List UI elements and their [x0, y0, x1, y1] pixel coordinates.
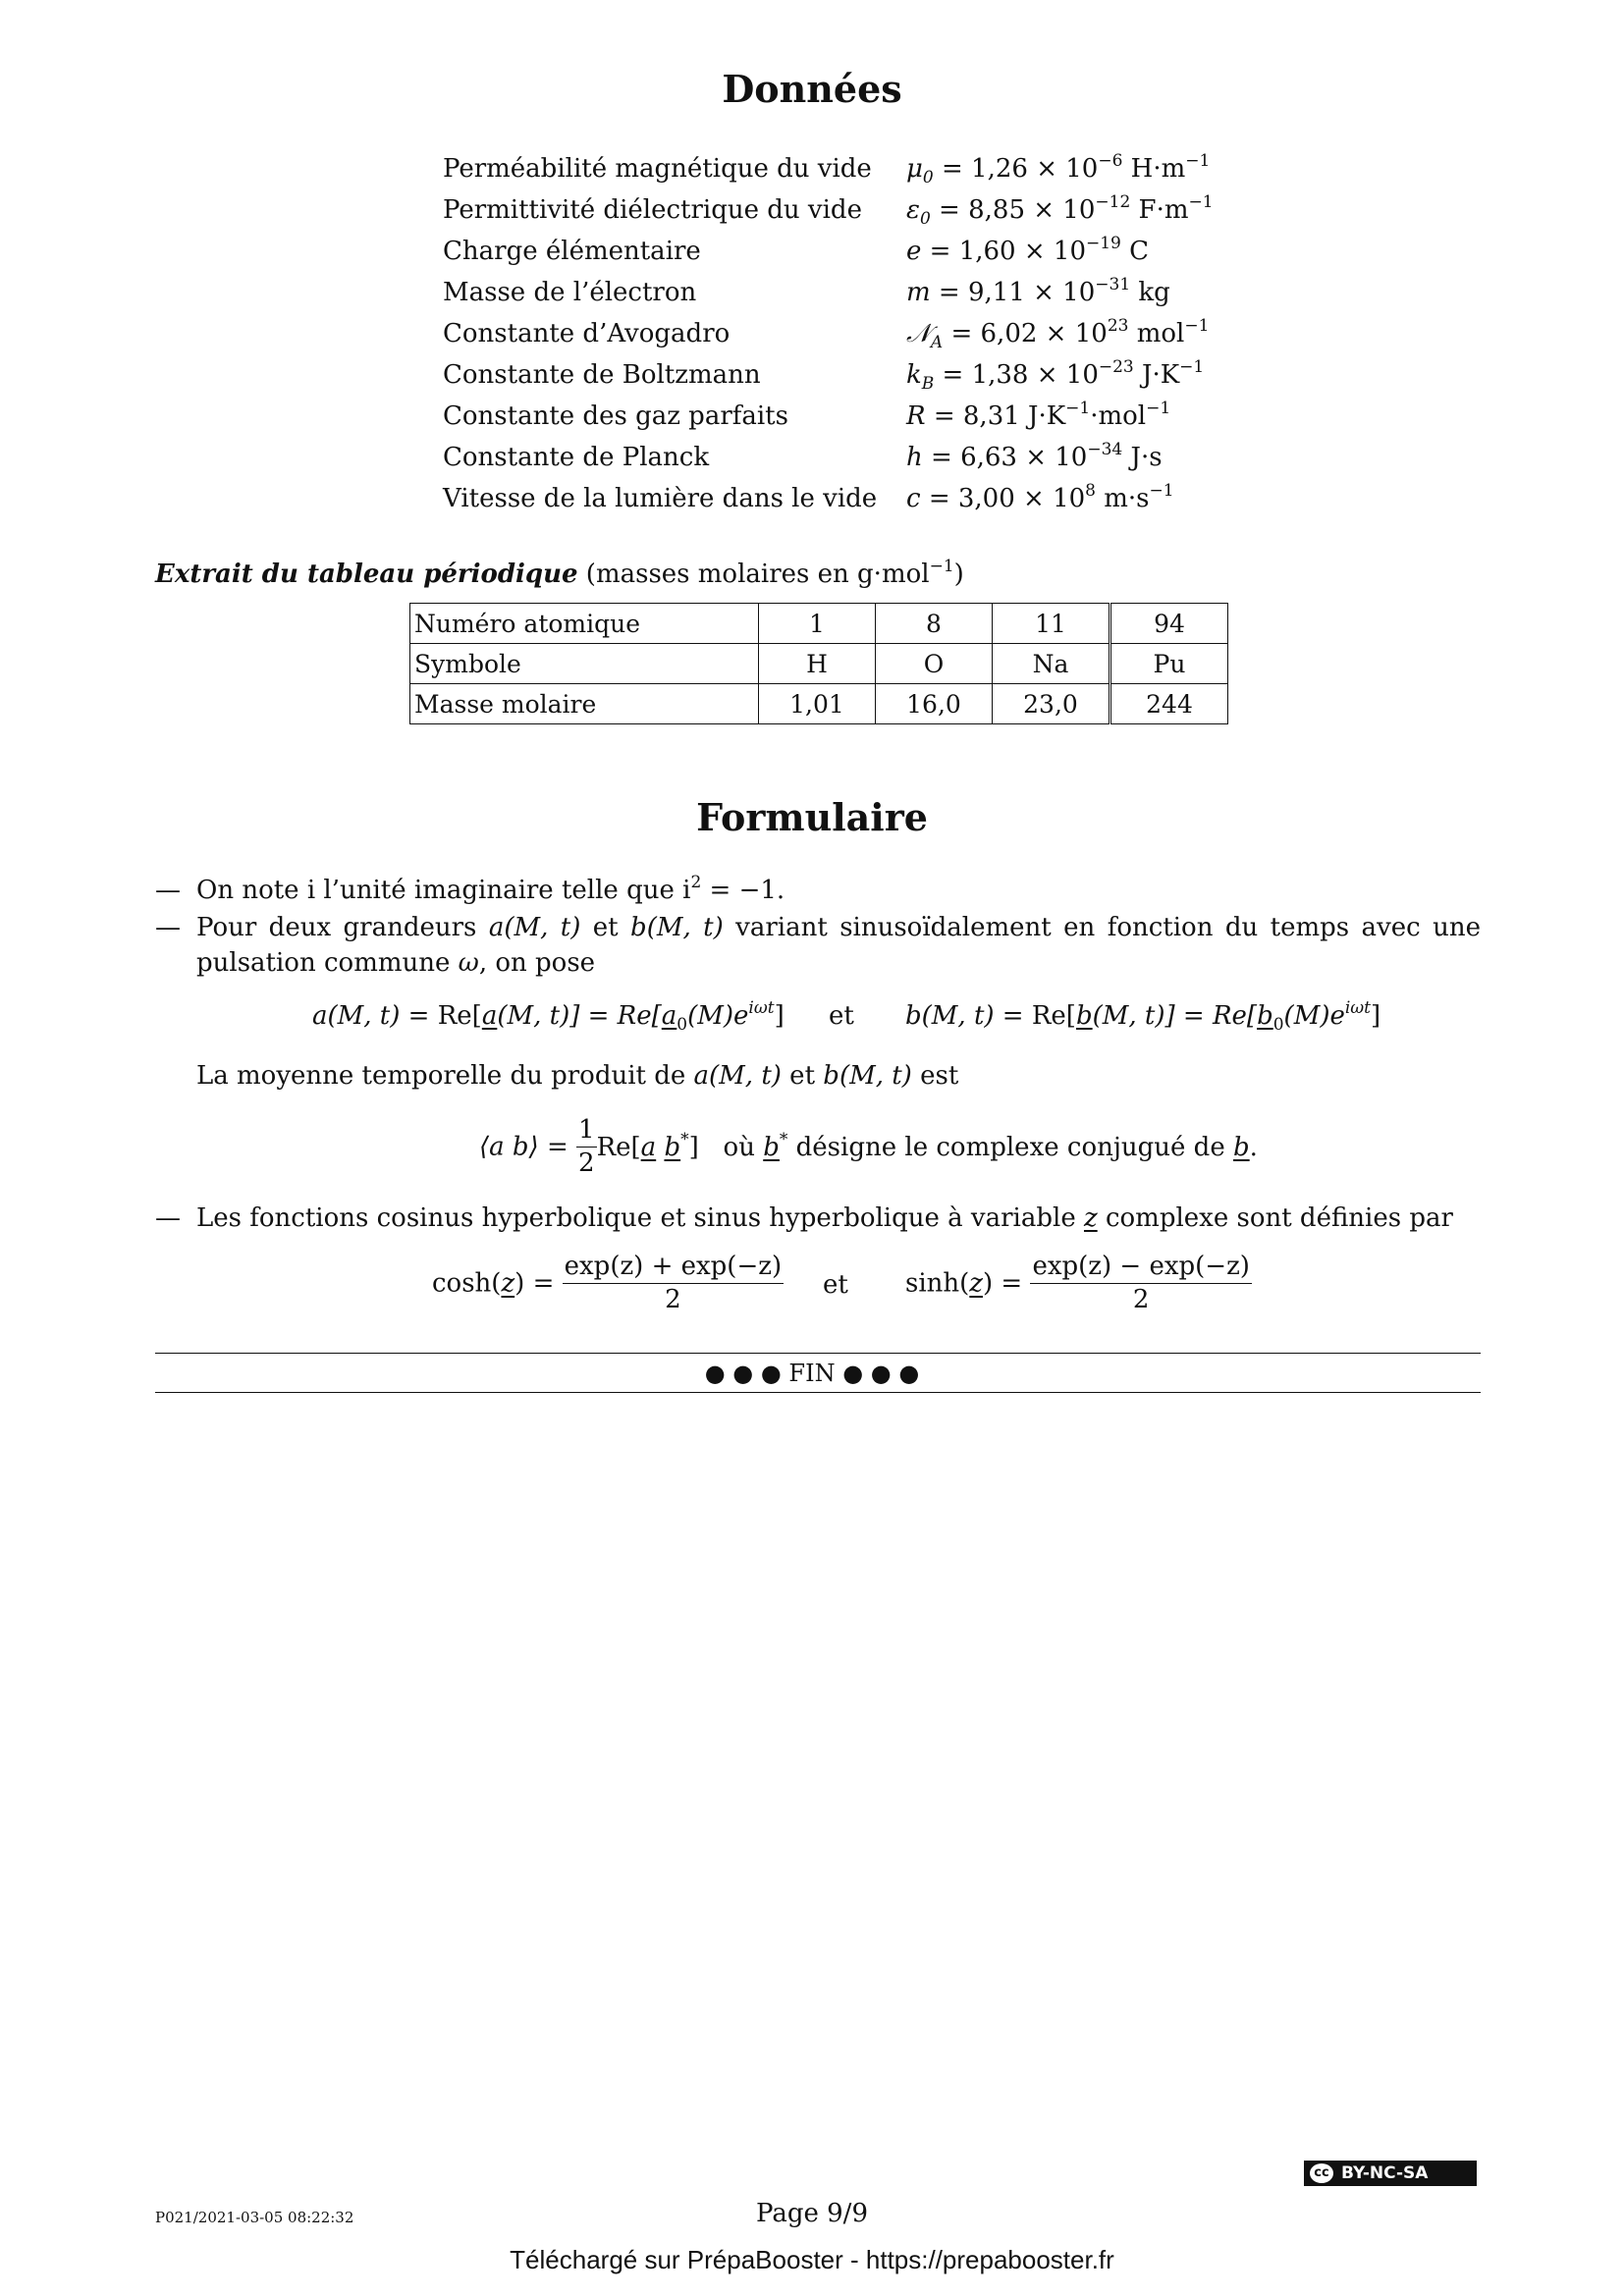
constant-row: [443, 478, 1214, 519]
periodic-cell: 23,0: [993, 684, 1110, 724]
cc-icon: cc: [1310, 2163, 1333, 2183]
periodic-caption-rest: (masses molaires en g·mol: [577, 560, 930, 589]
periodic-cell: 1: [759, 604, 876, 644]
periodic-cell: 8: [876, 604, 993, 644]
end-rule-bottom: [155, 1392, 1481, 1393]
constant-row: [443, 354, 1214, 396]
formula-item-2: — Pour deux grandeurs a(M, t) et b(M, t) variant sinusoïdalement en fonction du temps avec une pulsation commune ω, on pose: [155, 913, 1481, 978]
formulaire-title: Formulaire: [696, 795, 928, 839]
periodic-row: [410, 604, 1228, 644]
constants-table: [443, 148, 1214, 519]
equation-sinh: sinh(z) = $\frac{\exp(z) - \exp(-z)}{2}$: [905, 1252, 1250, 1314]
constant-value: 𝒩$_A$ = $6,02 \times 10^{23}$ mol$^{-1}$: [906, 315, 1210, 352]
equation-average: ⟨a b⟩ = $\frac{1}{2}$ Re[a b*] où b* désigne le complexe conjugué de b.: [479, 1115, 1258, 1178]
donnees-title: Données: [722, 67, 902, 111]
periodic-caption-bold: Extrait du tableau périodique: [155, 560, 578, 589]
constant-label: Constante de Boltzmann: [443, 360, 761, 390]
constant-value: $m = 9,11 \times 10^{-31}$ kg: [906, 275, 1170, 307]
end-rule-top: [155, 1353, 1481, 1354]
equation-complex-notation: a(M, t) = Re[a(M, $t)] = Re[a_0(M)e^{i\omega t}]$: [312, 998, 785, 1035]
constant-label: Permittivité diélectrique du vide: [443, 195, 862, 225]
equation-cosh: cosh(z) = $\frac{\exp(z) + \exp(-z)}{2}$: [432, 1252, 783, 1314]
periodic-cell: 16,0: [876, 684, 993, 724]
download-link[interactable]: Téléchargé sur PrépaBooster - https://prepabooster.fr: [510, 2245, 1114, 2274]
constant-value: R = 8,31 $J\cdot K^{-1}\cdot mol^{-1}$: [906, 399, 1171, 431]
equation-et: et: [829, 1001, 854, 1031]
periodic-row: [410, 684, 1228, 724]
formula-item-1: — On note i l’unité imaginaire telle que $i^2 = -1$.: [155, 873, 785, 905]
equation-et-2: et: [823, 1270, 848, 1300]
constant-label: Perméabilité magnétique du vide: [443, 154, 872, 184]
end-mark: ● ● ● FIN ● ● ●: [704, 1360, 920, 1387]
constant-value: $h = 6,63 \times 10^{-34}$ J·s: [906, 440, 1163, 472]
constant-label: Constante d’Avogadro: [443, 319, 731, 348]
constant-value: $e = 1,60 \times 10^{-19}$ C: [906, 234, 1150, 266]
periodic-cell: 1,01: [759, 684, 876, 724]
periodic-cell: Na: [993, 644, 1110, 684]
formula-item-3: — Les fonctions cosinus hyperbolique et sinus hyperbolique à variable z complexe sont définies par: [155, 1203, 1453, 1233]
constant-value: $\mu_0 = 1,26 \times 10^{-6}$ $H\cdot m^{-1}$: [906, 151, 1211, 187]
constant-row: [443, 231, 1214, 272]
periodic-caption: Extrait du tableau périodique (masses molaires en g·mol$^{-1}$): [155, 557, 964, 589]
periodic-cell: O: [876, 644, 993, 684]
equation-complex-notation-b: b(M, t) = Re[b(M, $t)] = Re[b_0(M)e^{i\omega t}]$: [905, 998, 1381, 1035]
mean-text: La moyenne temporelle du produit de a(M, t) et b(M, t) est: [196, 1061, 959, 1091]
periodic-cell: 94: [1110, 604, 1228, 644]
footer-code: P021/2021-03-05 08:22:32: [155, 2209, 354, 2226]
periodic-cell: 244: [1110, 684, 1228, 724]
constant-value: $\varepsilon_0 = 8,85 \times 10^{-12}$ $F\cdot m^{-1}$: [906, 192, 1214, 229]
constant-row: [443, 148, 1214, 189]
constant-row: [443, 313, 1214, 354]
constant-row: [443, 437, 1214, 478]
constant-label: Masse de l’électron: [443, 278, 697, 307]
periodic-cell: Pu: [1110, 644, 1228, 684]
constant-label: Constante de Planck: [443, 443, 710, 472]
constant-value: $k_B = 1,38 \times 10^{-23}$ $J\cdot K^{-1}$: [906, 357, 1205, 394]
constant-label: Constante des gaz parfaits: [443, 401, 788, 431]
footer-page: Page 9/9: [756, 2199, 868, 2228]
periodic-row-header: Numéro atomique: [410, 604, 759, 644]
periodic-row-header: Symbole: [410, 644, 759, 684]
constant-row: [443, 396, 1214, 437]
constant-row: [443, 189, 1214, 231]
periodic-table: [409, 603, 1228, 724]
constant-value: $c = 3,00 \times 10^8$ $m\cdot s^{-1}$: [906, 481, 1174, 513]
constant-row: [443, 272, 1214, 313]
license-badge: cc BY-NC-SA: [1304, 2161, 1477, 2186]
periodic-cell: 11: [993, 604, 1110, 644]
periodic-row: [410, 644, 1228, 684]
periodic-row-header: Masse molaire: [410, 684, 759, 724]
constant-label: Vitesse de la lumière dans le vide: [443, 484, 878, 513]
constant-label: Charge élémentaire: [443, 237, 701, 266]
periodic-cell: H: [759, 644, 876, 684]
